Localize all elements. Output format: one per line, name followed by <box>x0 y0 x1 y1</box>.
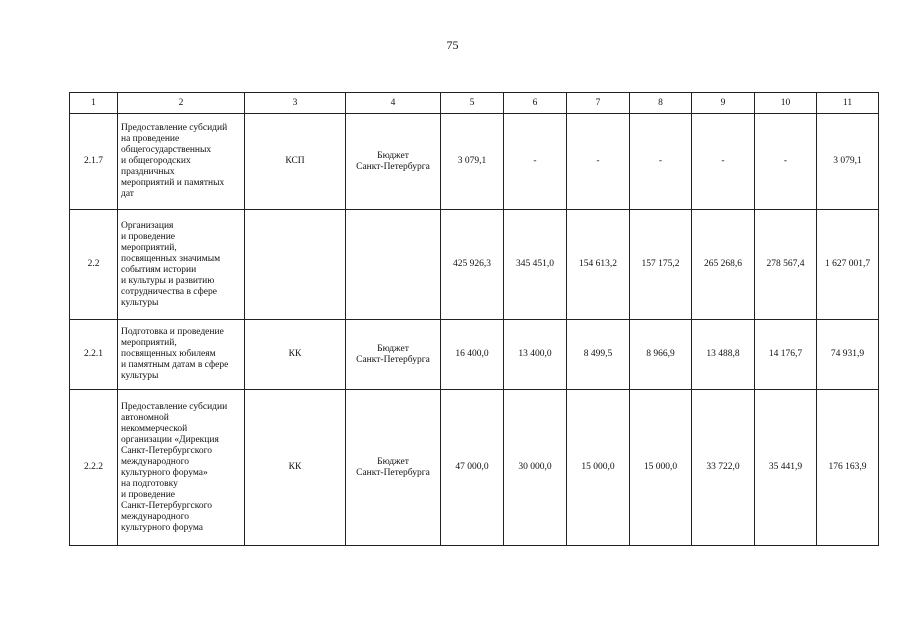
value-cell: 35 441,9 <box>755 390 817 546</box>
value-cell: 3 079,1 <box>441 114 504 210</box>
table-row <box>70 390 879 546</box>
funding-source-line: Санкт-Петербурга <box>356 161 430 172</box>
item-name-line: дат <box>121 189 134 199</box>
item-name <box>118 114 245 210</box>
header-cell: 8 <box>630 93 692 114</box>
header-cell: 3 <box>245 93 346 114</box>
item-name-line: на проведение <box>121 134 180 144</box>
item-name-line: мероприятий, <box>121 338 177 348</box>
value-cell: 425 926,3 <box>441 210 504 320</box>
funding-source-cell <box>346 210 441 320</box>
funding-source-line: Бюджет <box>377 456 409 467</box>
funding-source-cell <box>346 320 441 390</box>
value-cell: 278 567,4 <box>755 210 817 320</box>
value-cell: 345 451,0 <box>504 210 567 320</box>
value-cell: 15 000,0 <box>630 390 692 546</box>
item-name-line: Санкт-Петербургского <box>121 500 213 511</box>
item-name <box>118 210 245 320</box>
executor-cell: КСП <box>245 114 346 210</box>
item-name-line: культурного форума <box>121 522 203 533</box>
value-cell: - <box>630 114 692 210</box>
funding-source-line: Санкт-Петербурга <box>356 467 430 478</box>
funding-source-cell <box>346 390 441 546</box>
item-name-line: Подготовка и проведение <box>121 327 224 337</box>
funding-source-line: Бюджет <box>377 150 409 161</box>
value-cell: 14 176,7 <box>755 320 817 390</box>
value-cell: 47 000,0 <box>441 390 504 546</box>
value-cell: 13 400,0 <box>504 320 567 390</box>
item-name-line: международного <box>121 456 189 467</box>
item-name-line: событиям истории <box>121 264 197 275</box>
value-cell: 13 488,8 <box>692 320 755 390</box>
item-name-line: мероприятий, <box>121 242 177 253</box>
item-name-line: культурного форума» <box>121 467 208 478</box>
item-name-line: и проведение <box>121 231 175 242</box>
executor-cell: КК <box>245 390 346 546</box>
item-name-line: организации «Дирекция <box>121 434 219 445</box>
table-row <box>70 114 879 210</box>
header-cell: 9 <box>692 93 755 114</box>
total-cell: 1 627 001,7 <box>817 210 879 320</box>
value-cell: 8 966,9 <box>630 320 692 390</box>
value-cell: - <box>755 114 817 210</box>
item-name <box>118 320 245 390</box>
item-name-line: Санкт-Петербургского <box>121 445 213 456</box>
table-row <box>70 210 879 320</box>
funding-source-line: Санкт-Петербурга <box>356 354 430 365</box>
header-cell: 6 <box>504 93 567 114</box>
value-cell: 33 722,0 <box>692 390 755 546</box>
value-cell: 30 000,0 <box>504 390 567 546</box>
item-name-line: Организация <box>121 220 174 231</box>
funding-source-line: Бюджет <box>377 343 409 354</box>
value-cell: - <box>692 114 755 210</box>
executor-cell: КК <box>245 320 346 390</box>
total-cell: 74 931,9 <box>817 320 879 390</box>
value-cell: 265 268,6 <box>692 210 755 320</box>
value-cell: 154 613,2 <box>567 210 630 320</box>
item-number: 2.1.7 <box>70 114 118 210</box>
item-name-line: и культуры и развитию <box>121 275 215 286</box>
value-cell: 8 499,5 <box>567 320 630 390</box>
item-name-line: и проведение <box>121 489 175 500</box>
page-number: 75 <box>446 38 459 52</box>
executor-cell <box>245 210 346 320</box>
budget-table <box>69 92 879 546</box>
header-cell: 7 <box>567 93 630 114</box>
value-cell: 15 000,0 <box>567 390 630 546</box>
item-name-line: на подготовку <box>121 478 178 489</box>
header-cell: 2 <box>118 93 245 114</box>
item-name-line: посвященных юбилеям <box>121 349 216 359</box>
header-cell: 1 <box>70 93 118 114</box>
item-number: 2.2.2 <box>70 390 118 546</box>
item-name-line: Предоставление субсидий <box>121 123 228 133</box>
funding-source-cell <box>346 114 441 210</box>
header-cell: 5 <box>441 93 504 114</box>
header-cell: 4 <box>346 93 441 114</box>
total-cell: 3 079,1 <box>817 114 879 210</box>
header-row <box>70 93 879 114</box>
total-cell: 176 163,9 <box>817 390 879 546</box>
item-name-line: и общегородских <box>121 156 191 166</box>
item-name-line: Предоставление субсидии <box>121 401 228 412</box>
item-name <box>118 390 245 546</box>
value-cell: 16 400,0 <box>441 320 504 390</box>
item-number: 2.2 <box>70 210 118 320</box>
item-name-line: сотрудничества в сфере <box>121 286 217 297</box>
value-cell: - <box>567 114 630 210</box>
item-name-line: автономной <box>121 412 169 423</box>
value-cell: - <box>504 114 567 210</box>
item-name-line: и памятным датам в сфере <box>121 360 229 370</box>
item-name-line: некоммерческой <box>121 423 188 434</box>
header-cell: 11 <box>817 93 879 114</box>
item-name-line: культуры <box>121 297 159 308</box>
item-name-line: посвященных значимым <box>121 253 221 264</box>
header-cell: 10 <box>755 93 817 114</box>
value-cell: 157 175,2 <box>630 210 692 320</box>
item-name-line: мероприятий и памятных <box>121 178 225 188</box>
item-name-line: культуры <box>121 371 159 381</box>
table-row <box>70 320 879 390</box>
item-name-line: праздничных <box>121 167 175 177</box>
item-number: 2.2.1 <box>70 320 118 390</box>
item-name-line: общегосударственных <box>121 145 212 155</box>
item-name-line: международного <box>121 511 189 522</box>
